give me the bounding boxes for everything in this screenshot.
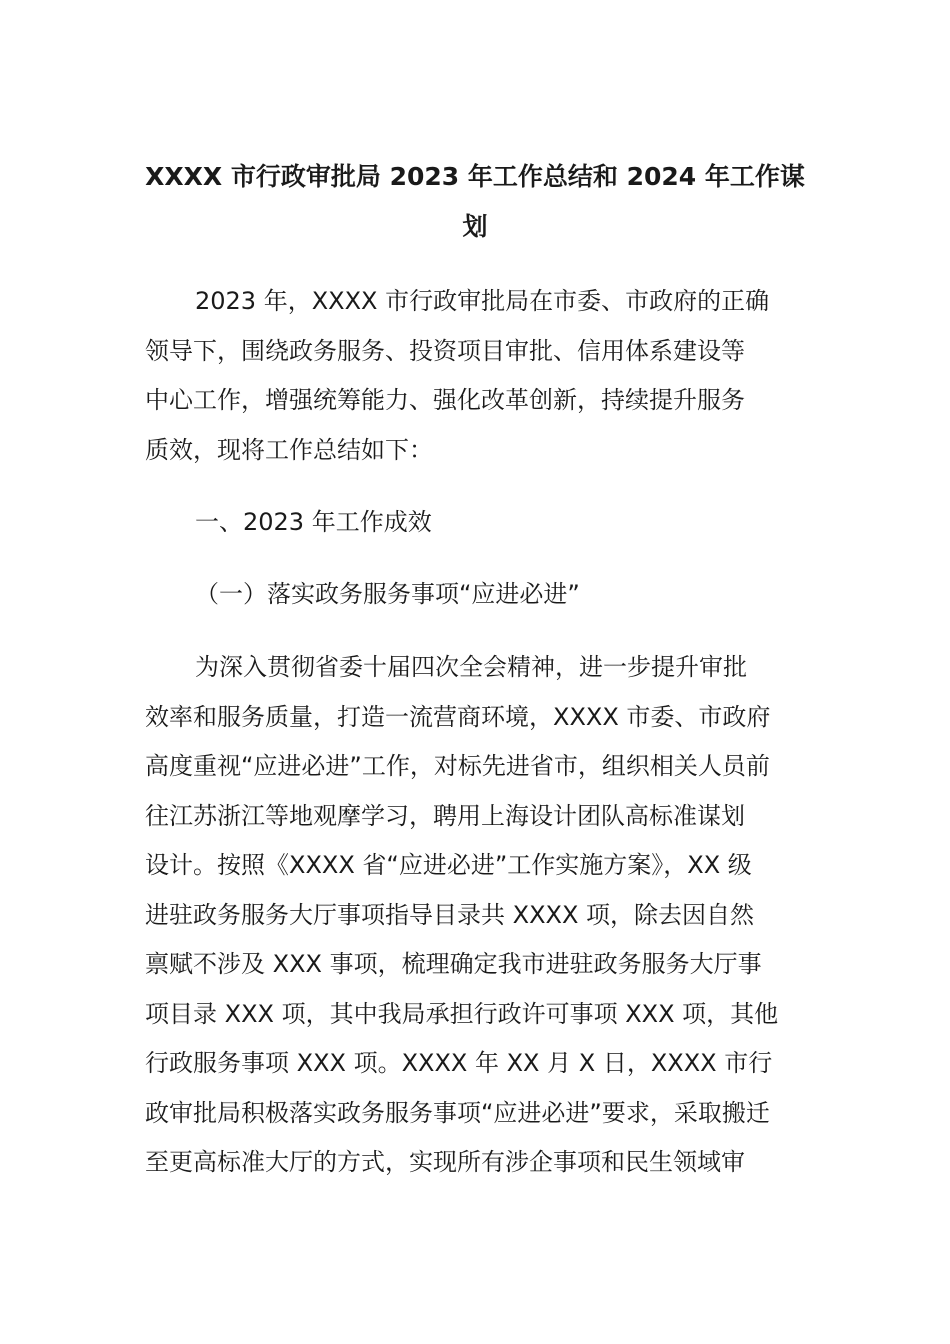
paragraph-line-6: 进驻政务服务大厅事项指导目录共 XXXX 项，除去因自然 xyxy=(145,900,755,929)
body-paragraph xyxy=(145,643,810,1188)
intro-line-2: 领导下，围绕政务服务、投资项目审批、信用体系建设等 xyxy=(145,336,745,365)
intro-line-3: 中心工作，增强统筹能力、强化改革创新，持续提升服务 xyxy=(145,386,745,414)
section-heading: 一、2023 年工作成效 xyxy=(195,508,432,536)
paragraph-line-5: 设计。按照《XXXX 省“应进必进”工作实施方案》，XX 级 xyxy=(145,851,752,879)
intro-line-4: 质效，现将工作总结如下： xyxy=(145,435,433,464)
title-line-2: 划 xyxy=(462,212,488,241)
paragraph-line-8: 项目录 XXX 项，其中我局承担行政许可事项 XXX 项，其他 xyxy=(145,999,779,1028)
paragraph-line-9: 行政服务事项 XXX 项。XXXX 年 XX 月 X 日，XXXX 市行 xyxy=(145,1049,773,1077)
paragraph-line-7: 禀赋不涉及 XXX 事项，梳理确定我市进驻政务服务大厅事 xyxy=(145,950,762,978)
intro-paragraph xyxy=(145,277,810,475)
paragraph-line-10: 政审批局积极落实政务服务事项“应进必进”要求，采取搬迁 xyxy=(145,1098,770,1127)
paragraph-line-3: 高度重视“应进必进”工作，对标先进省市，组织相关人员前 xyxy=(145,752,770,780)
document-title xyxy=(140,152,810,252)
intro-line-1: 2023 年，XXXX 市行政审批局在市委、市政府的正确 xyxy=(195,287,770,315)
paragraph-line-1: 为深入贯彻省委十届四次全会精神，进一步提升审批 xyxy=(195,653,747,681)
title-line-1: XXXX 市行政审批局 2023 年工作总结和 2024 年工作谋 xyxy=(145,162,805,191)
paragraph-line-4: 往江苏浙江等地观摩学习，聘用上海设计团队高标准谋划 xyxy=(145,801,745,830)
paragraph-line-11: 至更高标准大厅的方式，实现所有涉企事项和民生领域审 xyxy=(145,1148,745,1176)
paragraph-line-2: 效率和服务质量，打造一流营商环境，XXXX 市委、市政府 xyxy=(145,702,771,731)
subsection-heading: （一）落实政务服务事项“应进必进” xyxy=(195,580,580,608)
